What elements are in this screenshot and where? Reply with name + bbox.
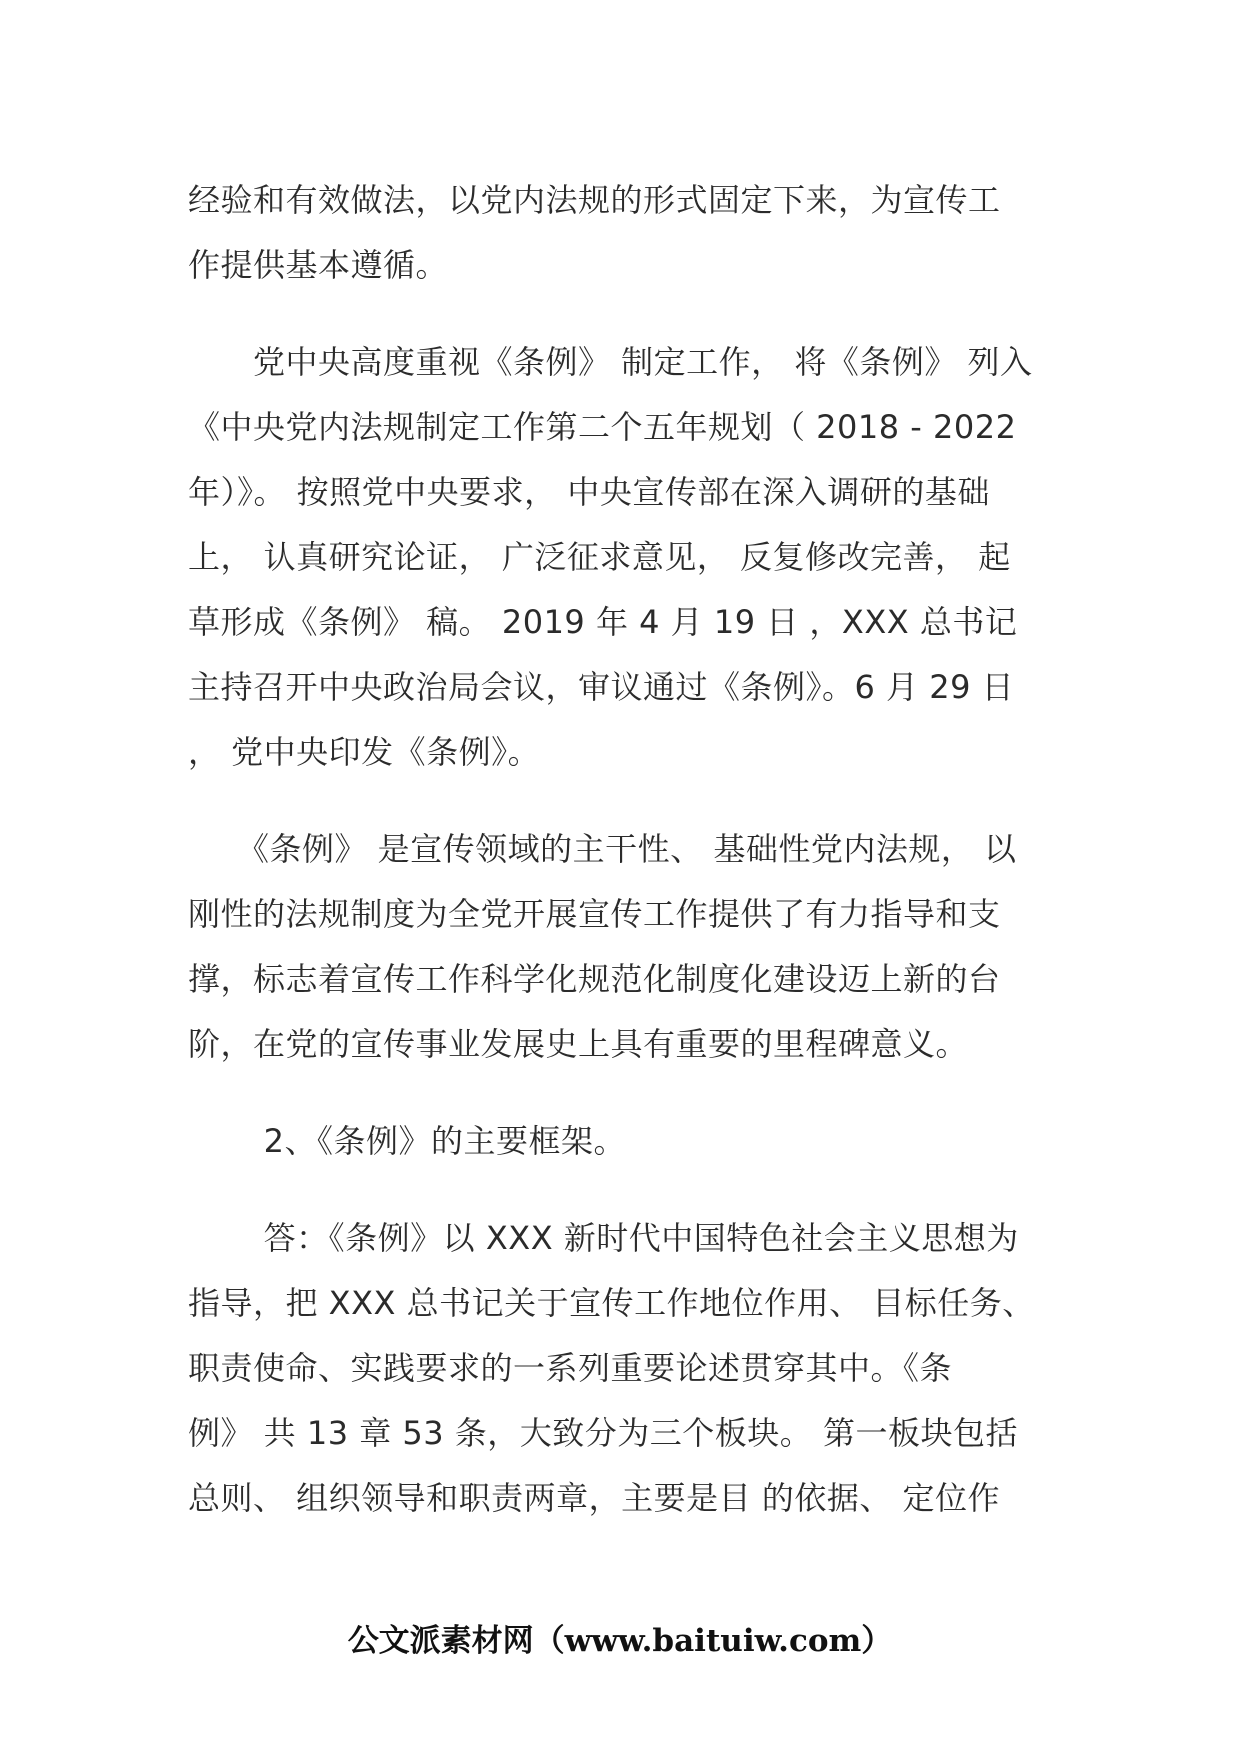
text-line: 上， 认真研究论证， 广泛征求意见， 反复修改完善， 起 <box>188 538 1011 576</box>
paragraph-gap <box>188 1077 1053 1109</box>
section-heading <box>188 1109 1053 1174</box>
text-line: 《条例》 是宣传领域的主干性、 基础性党内法规， 以 <box>188 830 1017 868</box>
paragraph-gap <box>188 298 1053 330</box>
paragraph-1 <box>188 168 1053 298</box>
text-line: 党中央高度重视《条例》 制定工作， 将《条例》 列入 <box>188 343 1033 381</box>
text-line: 草形成《条例》 稿。 2019 年 4 月 19 日 ，XXX 总书记 <box>188 603 1018 641</box>
text-line: ， 党中央印发《条例》。 <box>188 733 541 771</box>
paragraph-2 <box>188 330 1053 785</box>
text-line: 总则、 组织领导和职责两章，主要是目 的依据、 定位作 <box>188 1479 1001 1517</box>
text-line: 指导，把 XXX 总书记关于宣传工作地位作用、 目标任务、 <box>188 1284 1035 1322</box>
text-line: 《中央党内法规制定工作第二个五年规划（ 2018 - 2022 <box>188 408 1017 446</box>
text-line: 阶，在党的宣传事业发展史上具有重要的里程碑意义。 <box>188 1025 969 1063</box>
footer-watermark: 公文派素材网（www.baituiw.com） <box>347 1623 893 1659</box>
text-line: 答：《条例》以 XXX 新时代中国特色社会主义思想为 <box>188 1219 1019 1257</box>
text-line: 撑，标志着宣传工作科学化规范化制度化建设迈上新的台 <box>188 960 1001 998</box>
paragraph-gap <box>188 785 1053 817</box>
text-line: 职责使命、实践要求的一系列重要论述贯穿其中。《条 <box>188 1349 953 1387</box>
text-line: 刚性的法规制度为全党开展宣传工作提供了有力指导和支 <box>188 895 1001 933</box>
text-line: 2、《条例》的主要框架。 <box>188 1122 627 1160</box>
text-line: 主持召开中央政治局会议，审议通过《条例》。6 月 29 日 <box>188 668 1015 706</box>
text-line: 例》 共 13 章 53 条，大致分为三个板块。 第一板块包括 <box>188 1414 1018 1452</box>
text-line: 作提供基本遵循。 <box>188 246 449 284</box>
paragraph-3 <box>188 817 1053 1077</box>
document-body <box>188 168 1053 1531</box>
text-line: 经验和有效做法，以党内法规的形式固定下来，为宣传工 <box>188 181 1001 219</box>
text-line: 年）》。 按照党中央要求， 中央宣传部在深入调研的基础 <box>188 473 990 511</box>
paragraph-answer <box>188 1206 1053 1531</box>
paragraph-gap <box>188 1174 1053 1206</box>
